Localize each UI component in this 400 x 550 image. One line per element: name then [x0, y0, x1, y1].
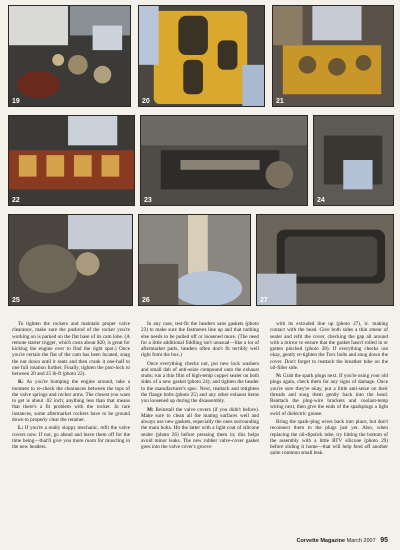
photo-number: 26: [142, 297, 150, 304]
paragraph: with its extruded line up (photo 27), ic. making contact with the head. Give both sides a thin smear of sealer and refit the cover, checking the gap all around with a mirror to ensure that the gasket hasn't rolled in or gotten pinched (photo 28). If everything checks out okay, gently re-tighten the Torx bolts and snug down the cover. Don't forget to reattach the breather tube on the oil-filler side.: [270, 321, 388, 371]
paragraph-text: Grab the spark plugs next. If you're using your old plugs again, check them for any signs of damage. Once you're sure they're okay, put a little anti-seize on their threads and snug them gently back into the head. Reattach the plug-wire brackets and coolant-temp wiring next, then give the ends of the sparkplugs a light swirl of dielectric grease.: [270, 373, 389, 417]
photo-number: 24: [317, 197, 325, 204]
photo-number: 21: [276, 98, 284, 105]
page-number: 95: [380, 537, 388, 544]
text-column-1: [12, 321, 130, 453]
magazine-name: Corvette Magazine: [296, 538, 346, 544]
paragraph: [12, 379, 130, 423]
photo-number: 22: [12, 197, 20, 204]
paragraph-text: Reinstall the valve covers (if you didn't before). Make sure to clean all the mating surfaces well and always use new gaskets, especially the ones surrounding the main bolts. Hit the latter with a light coat of silicone sealer (photo 26) before pressing them in; this helps avoid minor leaks. The new rubber valve-cover gasket goes into the valve cover's groove: [141, 406, 260, 451]
photo-27: [256, 214, 394, 306]
step-label: M:: [147, 406, 154, 413]
photo-21: [272, 5, 394, 107]
photo-22: [8, 115, 135, 206]
paragraph: Bring the spark-plug wires back into place, but don't reconnect them to the plugs just yet. Also, when replacing the oil-dipstick tube, try hitting the bottom of the assembly with a little RTV silicone (photo 29) before sliding it home—that will help fend off another quite common small leak.: [270, 419, 388, 457]
text-column-3: [270, 321, 388, 459]
paragraph: To tighten the rockers and maintain proper valve clearance, make sure the pushrod of the rocker you're working on is parked on the flat base of its cam lobe. (A remote starter trigger, which costs about $20, is great for kicking the engine over to find the right spot.) Once you're certain the flat of the cam has been located, snug the nut down until it seats and then crank it one-half to one full rotation further. Finally, tighten the posi-lock to between 20 and 25 lb-ft (photo 22).: [12, 321, 130, 377]
photo-number: 27: [260, 297, 268, 304]
photo-number: 19: [12, 98, 20, 105]
photo-25: [8, 214, 133, 306]
paragraph: [270, 373, 388, 417]
paragraph-text: If you're a really sloppy mechanic, refit the valve covers now. If not, go ahead and leave them off for the time being—that'll give you more room for muscling in the new headers.: [12, 425, 131, 451]
text-column-2: [141, 321, 259, 453]
photo-number: 20: [142, 98, 150, 105]
photo-23: [140, 115, 308, 206]
photo-number: 25: [12, 297, 20, 304]
step-label: N:: [276, 373, 282, 380]
photo-26: [138, 214, 251, 306]
paragraph-text: As you're bumping the engine around, take a moment to re-check the clearances between the tops of the valve springs and rocker arms. The closest you want to get is about .02 inch; anything less than that means that there's a fit problem with the rocker. In rare instances, some aftermarket rockers have to be ground down to properly clear the retainer.: [12, 379, 130, 423]
page-footer: [296, 537, 388, 544]
step-label: L:: [18, 425, 24, 432]
photo-number: 23: [144, 197, 152, 204]
paragraph: [141, 407, 259, 451]
paragraph: [12, 425, 130, 450]
photo-19: [8, 5, 131, 107]
issue-date: March 2007: [346, 538, 376, 544]
paragraph: In any case, test-fit the headers sans gaskets (photo 23) to make sure the fastmeres line up and that nothing else needs to be pulled off or loosened more. (The need for a little additional fiddling isn't unusual—like a lot of aftermarket parts, headers often don't fit terribly well right from the box.): [141, 321, 259, 359]
paragraph: Once everything checks out, put new lock washers and small dab of anti-seize compound onto the exhaust studs; run a thin film of high-temp copper sealer on both sides of a new gasket (photo 24); and tighten the header to the manufacturer's spec. Next, reattach and retighten the flange bolts (photo 25) and any other exhaust items you loosened up during the disassembly.: [141, 360, 259, 405]
step-label: K:: [18, 379, 24, 386]
photo-20: [138, 5, 265, 107]
photo-24: [313, 115, 394, 206]
